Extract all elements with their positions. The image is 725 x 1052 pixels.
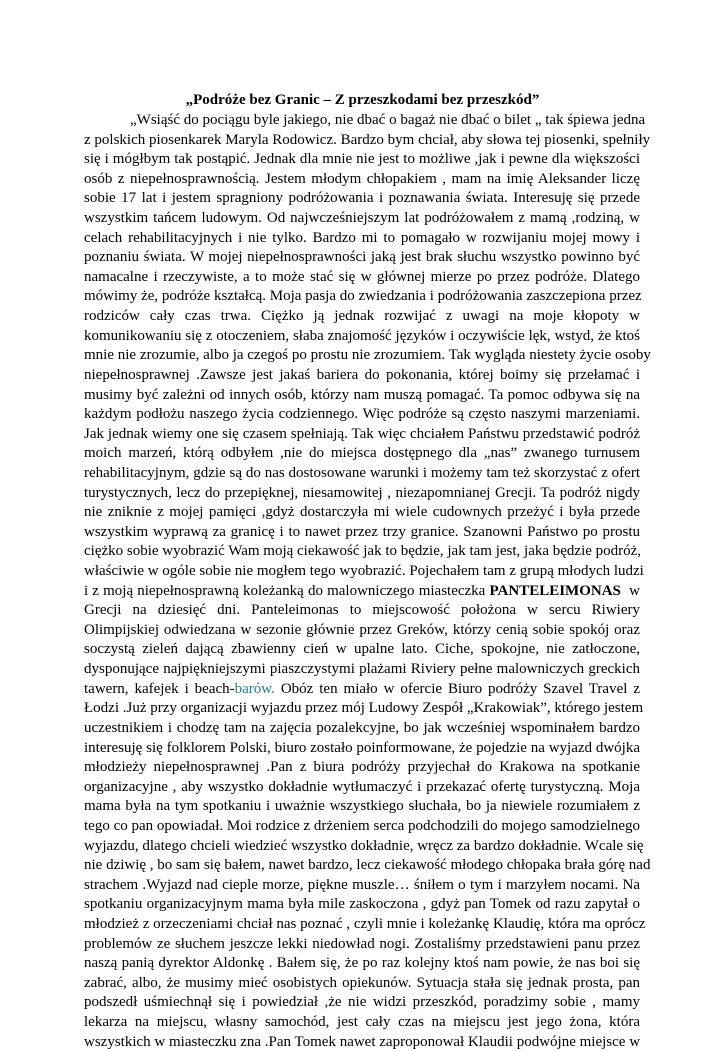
text-line: komunikowaniu się z otoczeniem, słaba znajomość języków i oczywiście lęk, wstyd, że ktoś <box>84 327 640 344</box>
text-line: interesuję się folklorem Polski, biuro zostało poinformowane, że pojedzie na wyjazd dwójka <box>84 739 640 756</box>
text-segment: Obóz ten miało w ofercie Biuro podróży Szavel Travel z <box>274 680 640 697</box>
text-line: się i mógłbym tak postąpić. Jednak dla mnie nie jest to możliwe ,jak i pewne dla większości <box>84 151 640 168</box>
text-line: z polskich piosenkarek Maryla Rodowicz. Bardzo bym chciał, aby słowa tej piosenki, spełniły <box>84 131 651 148</box>
text-line: spotkaniu organizacyjnym mama była mile zaskoczona , gdyż pan Tomek od razu zapytał o <box>84 896 640 913</box>
text-line: nie dziwię , bo sam się bałem, nawet bardzo, lecz ciekawość młodego chłopaka brała górę nad <box>84 857 651 874</box>
text-line: moich marzeń, którą odbyłem ,nie do miejsca dostępnego dla „nas” zwanego turnusem <box>84 445 640 462</box>
text-line: wszystkim wyprawą za granicę i to nawet przez trzy granice. Szanowni Państwo po prostu <box>84 523 640 540</box>
text-line: osób z niepełnosprawnością. Jestem młodym chłopakiem , mam na imię Aleksander liczę <box>84 170 640 187</box>
text-line: „Wsiąść do pociągu byle jakiego, nie dbać o bagaż nie dbać o bilet „ tak śpiewa jedna <box>130 112 646 128</box>
text-line: podszedł uśmiechnął się i powiedział ,że nie widzi przeszkód, poradzimy sobie , mamy <box>84 994 640 1011</box>
text-line: mama była na tym spotkaniu i uważnie wszystkiego słuchała, bo ja niewiele rozumiałem z <box>84 798 640 815</box>
text-line: Olimpijskiej odwiedzana w sezonie głównie przez Greków, którzy cenią sobie spokój oraz <box>84 621 640 638</box>
text-line: mówimy że, podróże kształcą. Moja pasja do zwiedzania i podróżowania zaszczepiona przez <box>84 288 642 305</box>
text-line: organizacyjne , aby wszystko dokładnie wytłumaczyć i przekazać ofertę turystyczną. Moja <box>84 778 640 795</box>
text-line: właściwie w ogóle sobie nie mogłem tego wyobrazić. Pojechałem tam z grupą młodych ludzi <box>84 563 644 580</box>
text-line: namacalne i rzeczywiste, a to może stać się w głównej mierze po przez podróże. Dlatego <box>84 268 640 285</box>
text-line: soczystą zieleń dającą zbawienny cień w upalne lato. Ciche, spokojne, nie zatłoczone, <box>84 641 640 658</box>
hyperlink-text[interactable]: barów. <box>234 680 275 697</box>
text-line <box>84 680 640 700</box>
text-line: nie zniknie z mojej pamięci ,gdyż dostarczyła mi wiele cudownych przeżyć i była przede <box>84 504 640 521</box>
text-line: ciężko sobie wyobrazić Wam moją ciekawość jak to będzie, jak tam jest, jaka będzie podróż, <box>84 543 642 560</box>
text-line: Łodzi .Już przy organizacji wyjazdu przez mój Ludowy Zespół „Krakowiak”, którego jestem <box>84 700 644 717</box>
text-line: zabrać, albo, że musimy mieć osobistych opiekunów. Sytuacja stała się jednak prosta, pan <box>84 974 640 991</box>
text-segment: i z moją niepełnosprawną koleżanką do malowniczego miasteczka <box>84 582 490 599</box>
text-line: rodziców cały czas trwa. Ciężko ją jednak rozwijać z uwagi na moje kłopoty w <box>84 308 640 325</box>
document-body <box>84 111 651 1052</box>
text-line: problemów ze słuchem jeszcze lekki niedowład nogi. Zostaliśmy przedstawieni panu przez <box>84 935 640 952</box>
text-line: młodzieży niepełnosprawnej .Pan z biura podróży przyjechał do Krakowa na spotkanie <box>84 759 640 776</box>
text-line: uczestnikiem i chodzę tam na zajęcia pozalekcyjne, bo jak wcześniej wspominałem bardzo <box>84 719 640 736</box>
text-line: tego co pan opowiadał. Moi rodzice z drżeniem serca podchodzili do mojego samodzielnego <box>84 817 641 834</box>
text-line: wszystkim tańcem ludowym. Od najwcześniejszym lat podróżowałem z mamą ,rodziną, w <box>84 210 640 227</box>
text-line: wszystkich w miasteczku zna .Pan Tomek nawet zaproponował Klaudii podwójne miejsce w <box>84 1033 641 1050</box>
text-line: celach rehabilitacyjnych i nie tylko. Bardzo mi to pomagało w rozwijaniu mojej mowy i <box>84 229 640 246</box>
text-line: niepełnosprawnej .Zawsze jest jakaś bariera do pokonania, której boimy się przełamać i <box>84 366 640 383</box>
text-line: musimy być zależni od innych osób, którzy nam muszą pomagać. Ta pomoc odbywa się na <box>84 386 640 403</box>
text-line: turystycznych, lecz do przepięknej, niesamowitej , niezapomnianej Grecji. Ta podróż nigdy <box>84 484 640 501</box>
text-line: każdym podłożu naszego życia codziennego. Więc podróże są często naszymi marzeniami. <box>84 406 640 423</box>
text-line: naszą panią dyrektor Aldonkę . Bałem się, że po raz kolejny ktoś nam powie, że nas boi się <box>84 955 640 972</box>
text-line: młodzież z orzeczeniami chciał nas poznać , czyli mnie i koleżankę Klaudię, która ma oprócz <box>84 915 646 932</box>
text-line: poznaniu świata. W mojej niepełnosprawności jaką jest brak słuchu wszystko powinno być <box>84 249 640 266</box>
text-line: Jak jednak wiemy one się czasem spełniają. Tak więc chciałem Państwu przedstawić podróż <box>84 425 640 442</box>
text-line: sobie 17 lat i jestem spragniony podróżowania i poznawania świata. Interesuję się przede <box>84 190 640 207</box>
bold-place-name: PANTELEIMONAS <box>489 582 621 599</box>
text-line: mnie nie zrozumie, albo ja czegoś po prostu nie zrozumiem. Tak wygląda niestety życie osoby <box>84 347 651 364</box>
text-line: Grecji na dziesięć dni. Panteleimonas to miejscowość położona w sercu Riwiery <box>84 602 640 619</box>
text-segment: w <box>620 582 640 599</box>
document-title: „Podróże bez Granic – Z przeszkodami bez przeszkód” <box>185 92 540 108</box>
text-line: wyjazdu, dlatego chcieli wiedzieć wszystko dokładnie, wręcz za bardzo dokładnie. Wcale się <box>84 837 644 854</box>
text-line <box>84 582 640 602</box>
text-line: strachem .Wyjazd nad cieple morze, piękne muszle… śniłem o tym i marzyłem nocami. Na <box>84 876 640 893</box>
text-line: lekarza na miejscu, własny samochód, jest cały czas na miejscu jest jego żona, która <box>84 1014 640 1031</box>
text-line: dysponujące najpiękniejszymi piaszczystymi plażami Riviery pełne malowniczych greckich <box>84 661 640 678</box>
text-line: rehabilitacyjnym, gdzie są do nas dostosowane warunki i możemy tam też skorzystać z ofert <box>84 464 640 481</box>
text-segment: tawern, kafejek i beach- <box>84 680 235 697</box>
